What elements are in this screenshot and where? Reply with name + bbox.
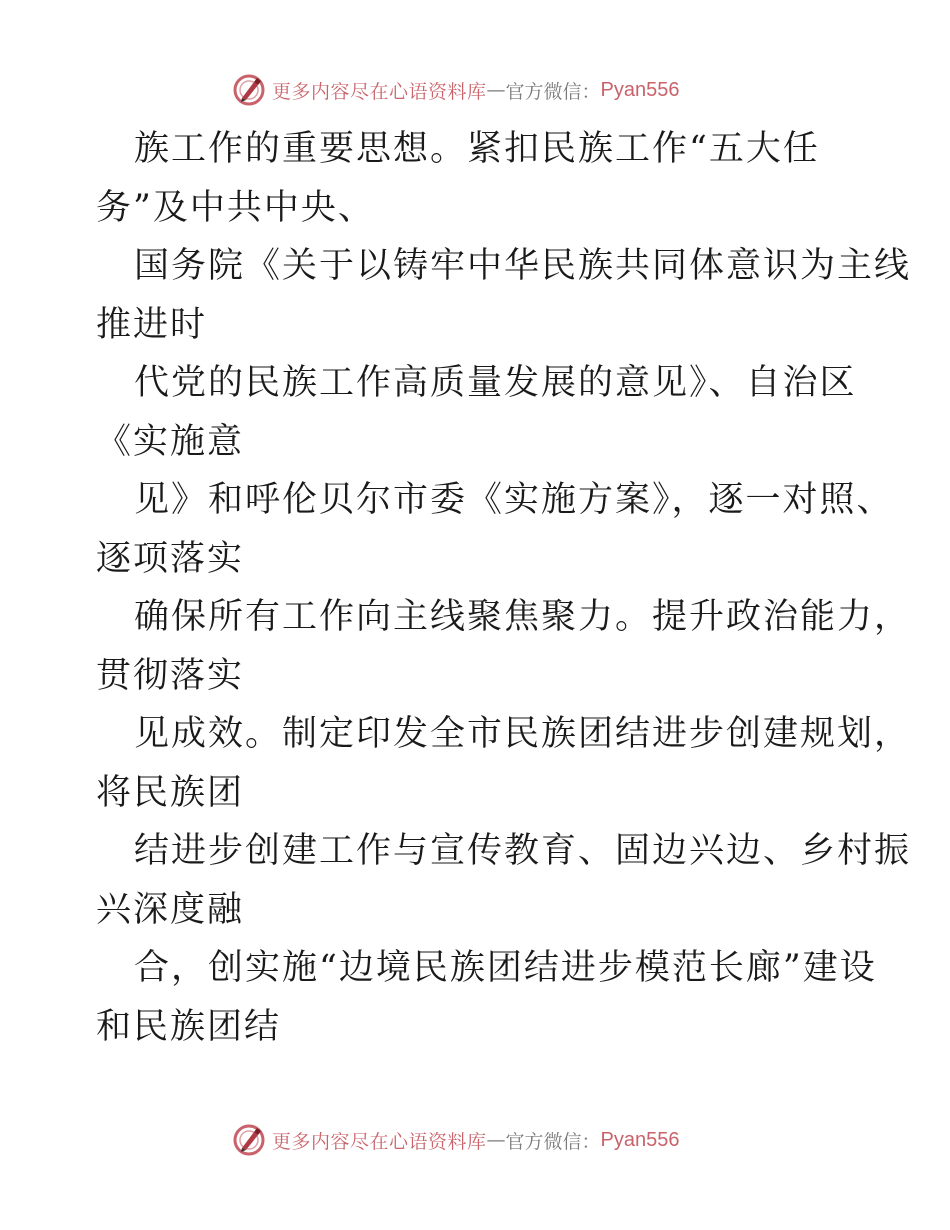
body-line: 确保所有工作向主线聚焦聚力。提升政治能力， (134, 597, 912, 637)
footer-brand-text: 更多内容尽在心语资料库 (272, 1130, 487, 1153)
header-separator: — (486, 79, 506, 101)
body-line: 见》和呼伦贝尔市委《实施方案》，逐一对照、 (134, 480, 894, 520)
pen-logo-icon (232, 73, 266, 107)
body-line: 推进时 (96, 304, 208, 345)
body-line: 合，创实施“边境民族团结进步模范长廊”建设 (134, 948, 877, 988)
footer-wechat-label: 官方微信： (505, 1130, 601, 1153)
body-line: 结进步创建工作与宣传教育、固边兴边、乡村振 (134, 831, 912, 871)
body-line: 务”及中共中央、 (96, 187, 375, 228)
body-line: 将民族团 (96, 772, 245, 813)
header-wechat-label: 官方微信： (505, 80, 601, 103)
header-wechat-id: Pyan556 (600, 78, 680, 101)
footer-separator: — (486, 1129, 506, 1151)
footer-banner (232, 1120, 752, 1160)
body-line: 和民族团结 (96, 1006, 282, 1047)
footer-wechat-id: Pyan556 (600, 1128, 680, 1151)
body-line: 《实施意 (96, 421, 245, 462)
body-line: 国务院《关于以铸牢中华民族共同体意识为主线 (134, 246, 912, 286)
body-line: 逐项落实 (96, 538, 245, 579)
body-line: 兴深度融 (96, 889, 245, 930)
header-brand-text: 更多内容尽在心语资料库 (272, 80, 487, 103)
header-banner (232, 70, 752, 110)
body-line: 族工作的重要思想。紧扣民族工作“五大任 (134, 129, 820, 169)
pen-logo-icon (232, 1123, 266, 1157)
body-line: 见成效。制定印发全市民族团结进步创建规划， (134, 714, 912, 754)
body-line: 代党的民族工作高质量发展的意见》、自治区 (134, 363, 857, 403)
body-line: 贯彻落实 (96, 655, 245, 696)
document-body (96, 120, 912, 1056)
